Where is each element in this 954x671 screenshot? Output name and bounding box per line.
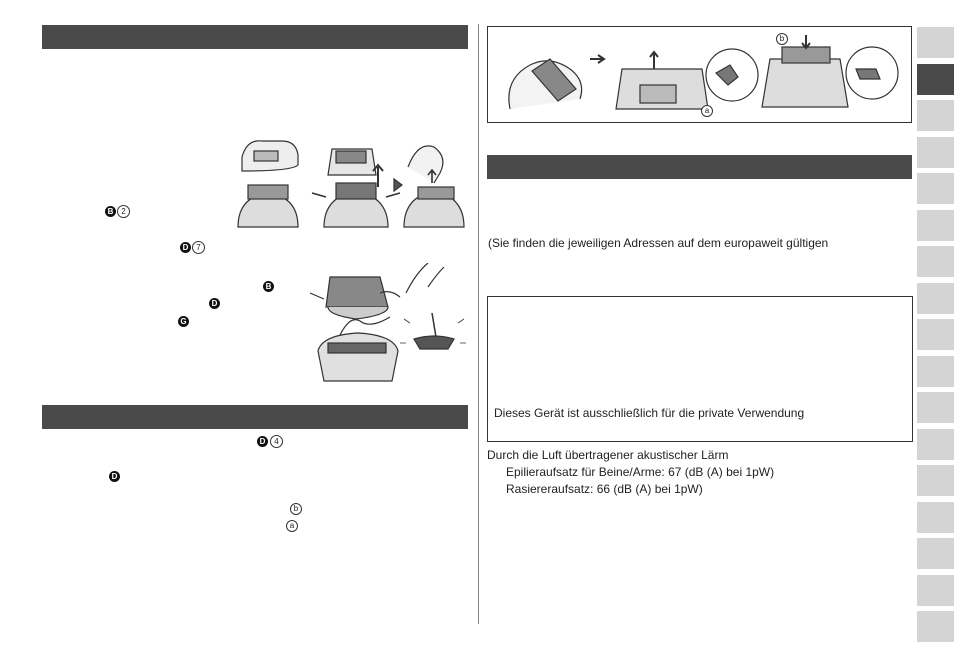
marker-B-icon-2: B (263, 281, 274, 292)
side-tab-2[interactable] (917, 64, 954, 95)
side-tab-7[interactable] (917, 246, 954, 277)
marker-B-icon: B (105, 206, 116, 217)
marker-num-4: 4 (270, 435, 283, 448)
marker-D-icon-2: D (209, 298, 220, 309)
side-tab-8[interactable] (917, 283, 954, 314)
side-tab-15[interactable] (917, 538, 954, 569)
illustration-cleaning (310, 263, 466, 383)
side-tab-12[interactable] (917, 429, 954, 460)
notice-text: Dieses Gerät ist ausschließlich für die private Verwendung (494, 406, 805, 420)
marker-D-icon: D (180, 242, 191, 253)
illustration-head-assembly (490, 29, 910, 121)
section-header-bar-2 (42, 405, 468, 429)
noise-heading: Durch die Luft übertragener akustischer Lärm (487, 448, 729, 462)
side-tab-11[interactable] (917, 392, 954, 423)
side-tab-4[interactable] (917, 137, 954, 168)
marker-a-icon: a (286, 520, 298, 532)
marker-num-7: 7 (192, 241, 205, 254)
marker-G-icon: G (178, 316, 189, 327)
section-header-bar-1 (42, 25, 468, 49)
side-tab-9[interactable] (917, 319, 954, 350)
addresses-paragraph: (Sie finden die jeweiligen Adressen auf dem europaweit gültigen (488, 236, 829, 250)
column-divider (478, 24, 479, 624)
marker-b-icon: b (290, 503, 302, 515)
marker-D-icon-3: D (257, 436, 268, 447)
noise-epilator-value: Epilieraufsatz für Beine/Arme: 67 (dB (A) bei 1pW) (506, 465, 775, 479)
side-tab-1[interactable] (917, 27, 954, 58)
marker-a-icon-2: a (701, 105, 713, 117)
side-tab-14[interactable] (917, 502, 954, 533)
side-tab-10[interactable] (917, 356, 954, 387)
side-tab-6[interactable] (917, 210, 954, 241)
section-header-bar-3 (487, 155, 912, 179)
marker-D-icon-4: D (109, 471, 120, 482)
side-tab-17[interactable] (917, 611, 954, 642)
side-tab-5[interactable] (917, 173, 954, 204)
side-tab-3[interactable] (917, 100, 954, 131)
side-tab-13[interactable] (917, 465, 954, 496)
noise-shaver-value: Rasiereraufsatz: 66 (dB (A) bei 1pW) (506, 482, 703, 496)
marker-num-2: 2 (117, 205, 130, 218)
side-tab-16[interactable] (917, 575, 954, 606)
illustration-shaver-head-removal (232, 137, 466, 229)
marker-b-icon-2: b (776, 33, 788, 45)
